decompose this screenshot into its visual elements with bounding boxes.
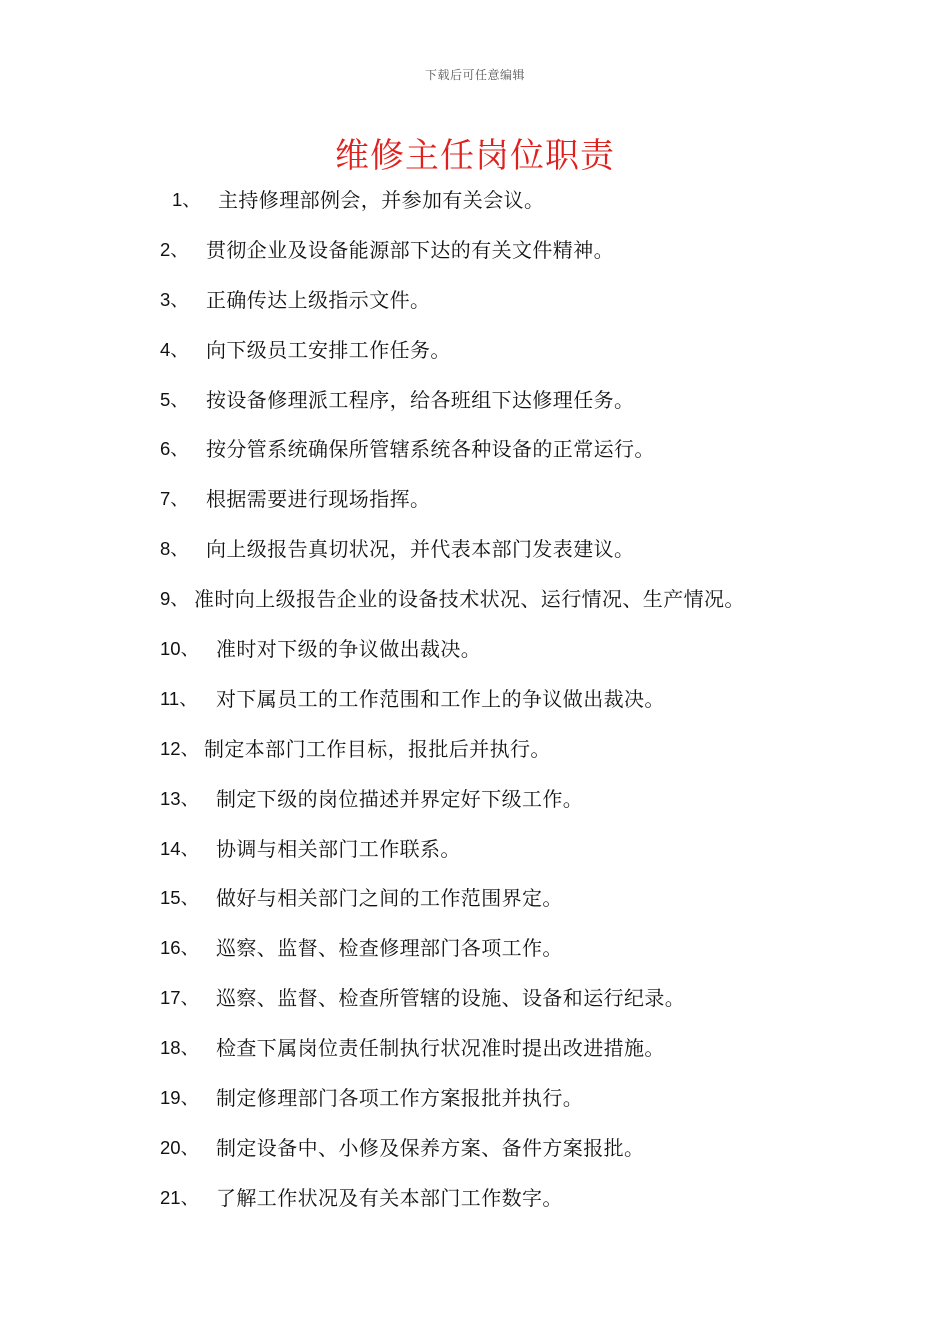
page-header-note: 下载后可任意编辑	[424, 68, 525, 82]
item-number: 7、	[160, 488, 189, 510]
list-item	[160, 682, 880, 732]
item-text: 制定修理部门各项工作方案报批并执行。	[216, 1086, 584, 1111]
list-item	[160, 782, 880, 832]
item-number: 17、	[160, 987, 200, 1009]
item-number: 10、	[160, 638, 200, 660]
item-text: 巡察、监督、检查所管辖的设施、设备和运行纪录。	[216, 986, 686, 1011]
list-item	[160, 333, 880, 383]
item-text: 正确传达上级指示文件。	[206, 287, 431, 312]
duty-list	[160, 183, 880, 1231]
item-text: 贯彻企业及设备能源部下达的有关文件精神。	[206, 237, 614, 262]
list-item	[160, 383, 880, 433]
item-text: 按设备修理派工程序，给各班组下达修理任务。	[206, 387, 635, 412]
item-text: 巡察、监督、检查修理部门各项工作。	[216, 936, 563, 961]
item-number: 8、	[160, 538, 189, 560]
list-item	[160, 981, 880, 1031]
list-item	[160, 1131, 880, 1181]
item-text: 制定下级的岗位描述并界定好下级工作。	[216, 786, 584, 811]
item-number: 14、	[160, 837, 200, 859]
item-number: 3、	[160, 288, 189, 310]
item-number: 5、	[160, 388, 189, 410]
item-number: 21、	[160, 1186, 200, 1208]
list-item	[160, 482, 880, 532]
list-item	[160, 732, 880, 782]
list-item	[160, 1181, 880, 1231]
item-number: 16、	[160, 937, 200, 959]
item-number: 1、	[172, 189, 201, 210]
item-text: 协调与相关部门工作联系。	[216, 836, 461, 861]
item-text: 根据需要进行现场指挥。	[206, 487, 431, 512]
item-number: 20、	[160, 1136, 200, 1158]
list-item	[160, 183, 880, 233]
item-number: 18、	[160, 1037, 200, 1059]
item-number: 12、	[160, 737, 200, 759]
page-title: 维修主任岗位职责	[335, 136, 615, 176]
item-number: 19、	[160, 1087, 200, 1109]
list-item	[160, 283, 880, 333]
item-text: 按分管系统确保所管辖系统各种设备的正常运行。	[206, 437, 655, 462]
list-item	[160, 432, 880, 482]
list-item	[160, 881, 880, 931]
item-number: 11、	[160, 687, 198, 709]
item-text: 向上级报告真切状况，并代表本部门发表建议。	[206, 537, 635, 562]
item-text: 制定设备中、小修及保养方案、备件方案报批。	[216, 1135, 645, 1160]
item-number: 9、	[160, 588, 189, 610]
item-text: 做好与相关部门之间的工作范围界定。	[216, 886, 563, 911]
item-text: 了解工作状况及有关本部门工作数字。	[216, 1185, 563, 1210]
item-text: 制定本部门工作目标，报批后并执行。	[204, 736, 551, 761]
item-text: 检查下属岗位责任制执行状况准时提出改进措施。	[216, 1036, 665, 1061]
list-item	[160, 233, 880, 283]
item-text: 向下级员工安排工作任务。	[206, 337, 451, 362]
list-item	[160, 1031, 880, 1081]
item-number: 13、	[160, 787, 200, 809]
item-number: 4、	[160, 338, 189, 360]
item-number: 2、	[160, 238, 189, 260]
list-item	[160, 832, 880, 882]
list-item	[160, 632, 880, 682]
list-item	[160, 582, 880, 632]
item-text: 准时对下级的争议做出裁决。	[216, 637, 482, 662]
list-item	[160, 931, 880, 981]
list-item	[160, 532, 880, 582]
item-text: 准时向上级报告企业的设备技术状况、运行情况、生产情况。	[194, 587, 745, 612]
item-number: 6、	[160, 438, 189, 460]
list-item	[160, 1081, 880, 1131]
item-text: 对下属员工的工作范围和工作上的争议做出裁决。	[216, 686, 665, 711]
item-number: 15、	[160, 887, 200, 909]
item-text: 主持修理部例会，并参加有关会议。	[218, 188, 545, 212]
